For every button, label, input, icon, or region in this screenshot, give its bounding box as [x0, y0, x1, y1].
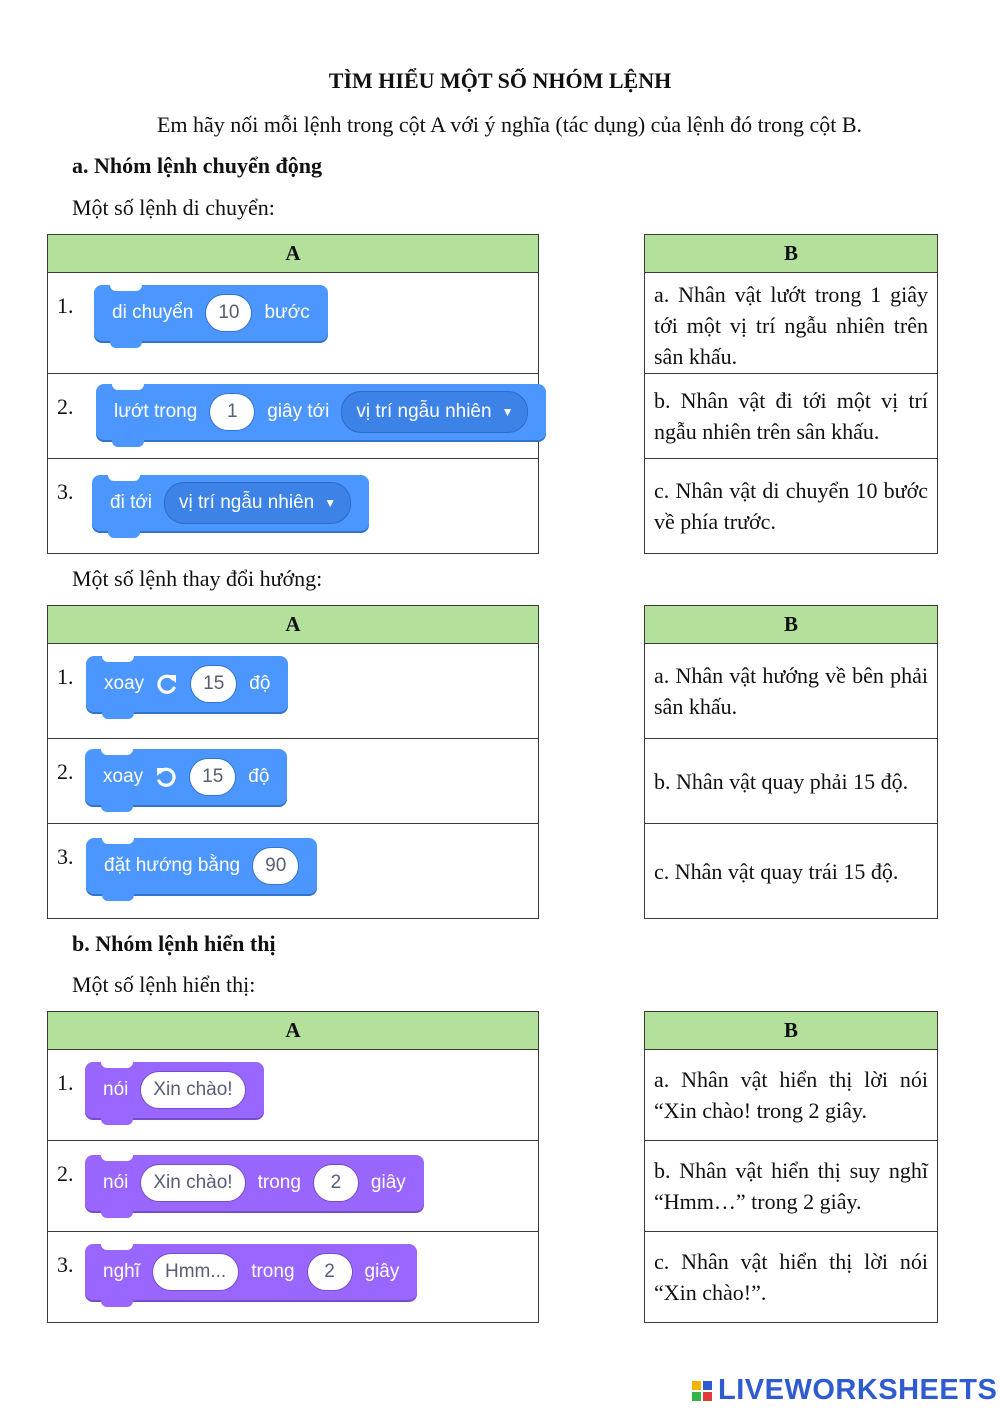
block-label: nói: [103, 1079, 129, 1100]
page-title: TÌM HIỂU MỘT SỐ NHÓM LỆNH: [328, 68, 672, 93]
block-label: bước: [264, 302, 310, 323]
column-a-header: A: [48, 606, 539, 644]
row-number: 2.: [57, 759, 74, 784]
target-dropdown[interactable]: vị trí ngẫu nhiên ▼: [341, 391, 528, 433]
block-label: nói: [103, 1172, 129, 1193]
caret-down-icon: ▼: [324, 496, 337, 510]
goto-block[interactable]: [92, 475, 369, 531]
section-b-heading: b. Nhóm lệnh hiển thị: [72, 931, 276, 956]
turn-right-block[interactable]: [86, 656, 288, 712]
brand-mark-icon: [692, 1381, 712, 1401]
say-for-seconds-block[interactable]: [85, 1155, 424, 1211]
brand-name: LIVEWORKSHEETS: [718, 1374, 998, 1406]
block-label: di chuyển: [112, 302, 194, 323]
move-steps-block[interactable]: [94, 285, 328, 341]
meaning-c[interactable]: c. Nhân vật hiển thị lời nói “Xin chào!”.: [645, 1232, 938, 1323]
direction-input[interactable]: 90: [252, 847, 299, 885]
display-caption: Một số lệnh hiển thị:: [72, 972, 256, 997]
table-row: [48, 824, 539, 919]
direction-table-a: [47, 605, 539, 919]
message-input[interactable]: Xin chào!: [140, 1164, 245, 1202]
block-label: độ: [248, 766, 270, 787]
think-for-seconds-block[interactable]: [85, 1244, 417, 1300]
block-label: giây: [364, 1261, 400, 1282]
meaning-c[interactable]: c. Nhân vật di chuyển 10 bước về phía trước.: [645, 459, 938, 554]
table-row: [48, 273, 539, 374]
meaning-a[interactable]: a. Nhân vật lướt trong 1 giây tới một vị trí ngẫu nhiên trên sân khấu.: [645, 273, 938, 374]
row-number: 3.: [57, 479, 74, 504]
section-a-heading: a. Nhóm lệnh chuyển động: [72, 153, 323, 178]
message-input[interactable]: Xin chào!: [140, 1071, 245, 1109]
meaning-c[interactable]: c. Nhân vật quay trái 15 độ.: [645, 824, 938, 919]
target-dropdown[interactable]: vị trí ngẫu nhiên ▼: [164, 482, 351, 524]
row-number: 1.: [57, 1070, 74, 1095]
block-label: nghĩ: [103, 1261, 140, 1282]
row-number: 3.: [57, 844, 74, 869]
column-b-header: B: [645, 1012, 938, 1050]
table-row: [48, 1141, 539, 1232]
row-number: 3.: [57, 1252, 74, 1277]
thought-input[interactable]: Hmm...: [152, 1253, 239, 1291]
row-number: 1.: [57, 664, 74, 689]
block-label: trong: [251, 1261, 295, 1282]
seconds-input[interactable]: 1: [209, 393, 255, 431]
table-row: [48, 374, 539, 459]
point-direction-block[interactable]: [86, 838, 317, 894]
say-block[interactable]: [85, 1062, 264, 1118]
column-b-header: B: [645, 606, 938, 644]
block-label: đi tới: [110, 492, 153, 513]
meaning-a[interactable]: a. Nhân vật hướng về bên phải sân khấu.: [645, 644, 938, 739]
rotate-left-icon: [153, 764, 179, 790]
movement-table-a: [47, 234, 539, 554]
instructions: Em hãy nối mỗi lệnh trong cột A với ý nghĩa (tác dụng) của lệnh đó trong cột B.: [156, 112, 863, 137]
movement-table-b: [644, 234, 938, 554]
block-label: lướt trong: [114, 401, 198, 422]
rotate-right-icon: [154, 671, 180, 697]
block-label: đặt hướng bằng: [104, 855, 241, 876]
direction-caption: Một số lệnh thay đổi hướng:: [72, 566, 323, 591]
table-row: [48, 459, 539, 554]
table-row: [48, 1232, 539, 1323]
direction-table-b: [644, 605, 938, 919]
liveworksheets-logo: [692, 1374, 997, 1407]
seconds-input[interactable]: 2: [307, 1253, 353, 1291]
block-label: giây tới: [267, 401, 330, 422]
row-number: 1.: [57, 293, 74, 318]
column-a-header: A: [48, 235, 539, 273]
block-label: xoay: [103, 766, 144, 787]
meaning-a[interactable]: a. Nhân vật hiển thị lời nói “Xin chào! trong 2 giây.: [645, 1050, 938, 1141]
meaning-b[interactable]: b. Nhân vật quay phải 15 độ.: [645, 739, 938, 824]
block-label: giây: [370, 1172, 406, 1193]
degrees-input[interactable]: 15: [189, 758, 236, 796]
display-table-a: [47, 1011, 539, 1323]
block-label: xoay: [104, 673, 145, 694]
degrees-input[interactable]: 15: [190, 665, 237, 703]
table-row: [48, 644, 539, 739]
caret-down-icon: ▼: [501, 405, 514, 419]
table-row: [48, 1050, 539, 1141]
table-row: [48, 739, 539, 824]
turn-left-block[interactable]: [85, 749, 287, 805]
meaning-b[interactable]: b. Nhân vật hiển thị suy nghĩ “Hmm…” trong 2 giây.: [645, 1141, 938, 1232]
display-table-b: [644, 1011, 938, 1323]
glide-block[interactable]: [96, 384, 546, 440]
seconds-input[interactable]: 2: [313, 1164, 359, 1202]
column-a-header: A: [48, 1012, 539, 1050]
block-label: độ: [249, 673, 271, 694]
column-b-header: B: [645, 235, 938, 273]
steps-input[interactable]: 10: [205, 294, 252, 332]
row-number: 2.: [57, 1161, 74, 1186]
row-number: 2.: [57, 394, 74, 419]
block-label: trong: [257, 1172, 301, 1193]
meaning-b[interactable]: b. Nhân vật đi tới một vị trí ngẫu nhiên trên sân khấu.: [645, 374, 938, 459]
movement-caption: Một số lệnh di chuyển:: [72, 195, 275, 220]
